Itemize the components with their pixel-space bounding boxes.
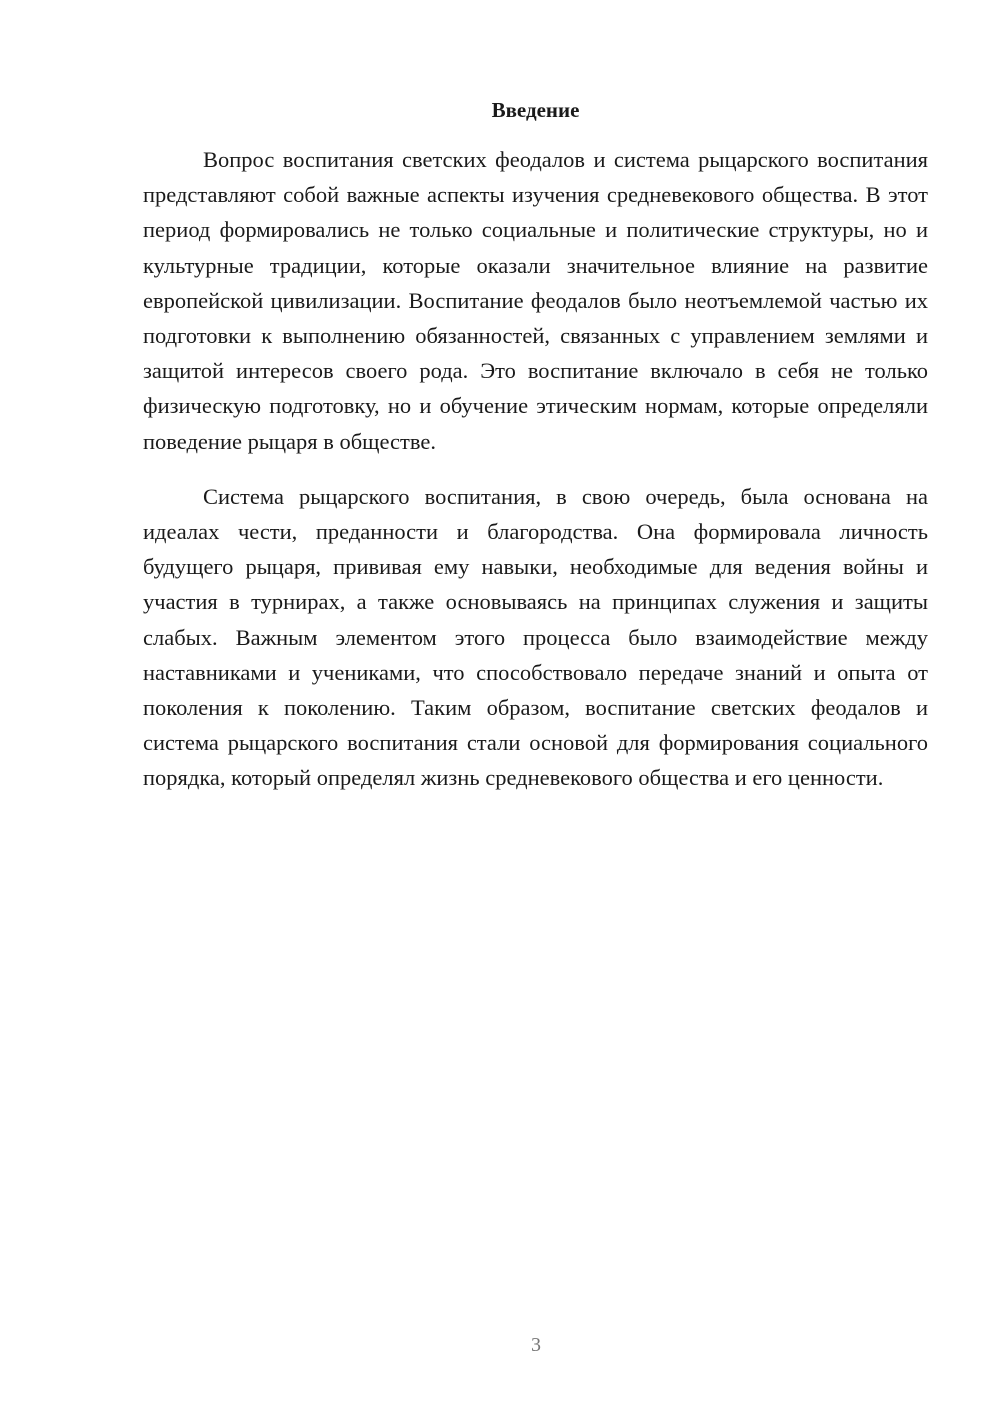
paragraph-2: Система рыцарского воспитания, в свою очередь, была основана на идеалах чести, преданности и благородства. Она формировала личность будущего рыцаря, прививая ему навыки, необходимые для ведения войны и участия в турнирах, а также основываясь на принципах служения и защиты слабых. Важным элементом этого процесса было взаимодействие между наставниками и учениками, что способствовало передаче знаний и опыта от поколения к поколению. Таким образом, воспитание светских феодалов и система рыцарского воспитания стали основой для формирования социального порядка, который определял жизнь средневекового общества и его ценности. <box>143 483 928 791</box>
section-heading: Введение <box>491 98 580 122</box>
paragraph-1: Вопрос воспитания светских феодалов и система рыцарского воспитания представляют собой важные аспекты изучения средневекового общества. В этот период формировались не только социальные и политические структуры, но и культурные традиции, которые оказали значительное влияние на развитие европейской цивилизации. Воспитание феодалов было неотъемлемой частью их подготовки к выполнению обязанностей, связанных с управлением землями и защитой интересов своего рода. Это воспитание включало в себя не только физическую подготовку, но и обучение этическим нормам, которые определяли поведение рыцаря в обществе. <box>143 147 928 454</box>
page-content <box>143 92 928 796</box>
page-number: 3 <box>531 1334 541 1356</box>
